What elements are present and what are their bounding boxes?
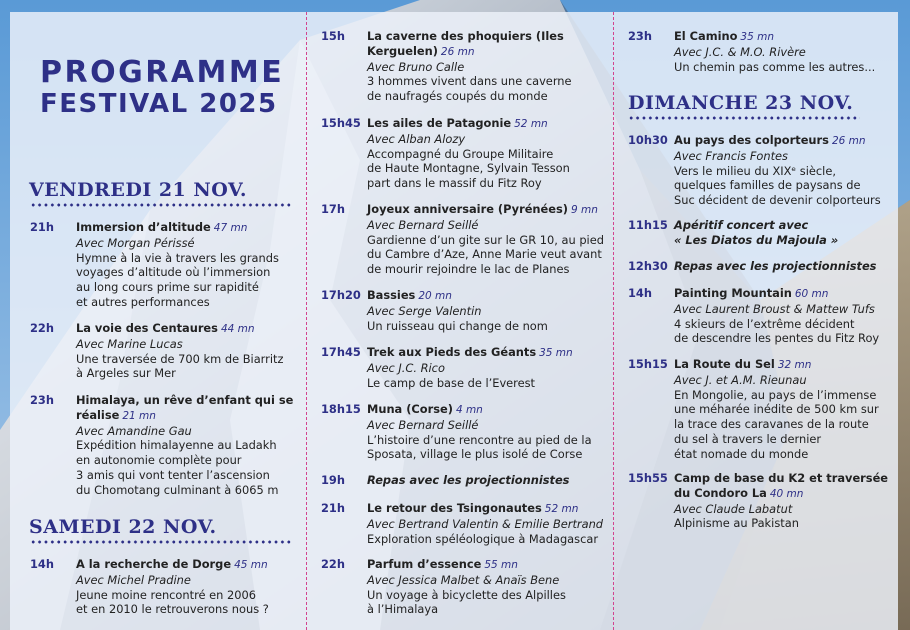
event-title: La voie des Centaures bbox=[76, 321, 218, 335]
event-title: Apéritif concert avec bbox=[674, 218, 809, 232]
event-title: Painting Mountain bbox=[674, 286, 792, 300]
dotted-rule bbox=[628, 116, 860, 120]
event-time: 19h bbox=[321, 473, 345, 487]
event-description: 4 skieurs de l’extrême décident de descendre les pentes du Fitz Roy bbox=[674, 316, 880, 346]
event-description: Un chemin pas comme les autres... bbox=[674, 59, 876, 74]
event-duration: 20 mn bbox=[418, 290, 452, 302]
dotted-rule bbox=[30, 203, 292, 207]
event-description: Une traversée de 700 km de Biarritz à Argeles sur Mer bbox=[76, 351, 284, 381]
event-description: Vers le milieu du XIXᵉ siècle, quelques familles de paysans de Suc décident de devenir colporteurs bbox=[674, 163, 881, 208]
event-title: Kerguelen) bbox=[367, 43, 438, 58]
event-duration: 52 mn bbox=[544, 503, 579, 515]
event-description: Un voyage à bicyclette des Alpilles à l’Himalaya bbox=[367, 587, 566, 617]
event-presenter: Avec Amandine Gau bbox=[76, 423, 192, 438]
event-duration: 4 mn bbox=[455, 404, 483, 416]
event-presenter: Avec J.C. Rico bbox=[367, 360, 445, 375]
event-presenter: Avec Bernard Seillé bbox=[367, 217, 479, 232]
event-description: Le camp de base de l’Everest bbox=[367, 375, 536, 390]
day-heading-saturday: SAMEDI 22 NOV. bbox=[29, 516, 217, 538]
event-time: 22h bbox=[30, 321, 54, 335]
event-title: Camp de base du K2 et traversée bbox=[674, 471, 889, 485]
event-presenter: Avec Alban Alozy bbox=[367, 131, 466, 146]
event-title: Bassies bbox=[367, 288, 416, 302]
event-title: Repas avec les projectionnistes bbox=[367, 473, 570, 487]
event-title: A la recherche de Dorge bbox=[76, 557, 232, 571]
event-title: Himalaya, un rêve d’enfant qui se bbox=[76, 393, 294, 407]
title-line-2: FESTIVAL 2025 bbox=[40, 89, 278, 119]
event-duration: 35 mn bbox=[539, 347, 573, 359]
event-time: 11h15 bbox=[628, 218, 668, 232]
event-presenter: Avec Claude Labatut bbox=[674, 501, 793, 516]
event-duration: 52 mn bbox=[514, 118, 548, 130]
festival-title bbox=[40, 55, 285, 119]
event-description: Un ruisseau qui change de nom bbox=[367, 318, 548, 333]
event-time: 18h15 bbox=[321, 402, 361, 416]
event-title: Repas avec les projectionnistes bbox=[674, 259, 877, 273]
event-presenter: Avec Morgan Périssé bbox=[76, 235, 195, 250]
event-presenter: Avec Bruno Calle bbox=[367, 59, 465, 74]
event-duration: 9 mn bbox=[570, 204, 598, 216]
event-description: 3 hommes vivent dans une caverne de naufragés coupés du monde bbox=[367, 74, 572, 104]
event-description: Exploration spéléologique à Madagascar bbox=[367, 531, 599, 546]
event-duration: 32 mn bbox=[777, 359, 812, 371]
event-description: En Mongolie, au pays de l’immense une méharée inédite de 500 km sur la trace des caravanes de la route du sel à travers le dernier état nomade du monde bbox=[674, 387, 879, 461]
event-time: 22h bbox=[321, 557, 345, 571]
dotted-rule bbox=[30, 540, 292, 544]
event-presenter: Avec Laurent Broust & Mattew Tufs bbox=[674, 301, 875, 316]
day-heading-friday: VENDREDI 21 NOV. bbox=[29, 179, 247, 201]
event-description: Alpinisme au Pakistan bbox=[674, 516, 799, 531]
event-time: 23h bbox=[628, 29, 652, 43]
event-time: 15h55 bbox=[628, 471, 668, 485]
event-time: 17h45 bbox=[321, 345, 361, 359]
event-presenter: Avec Francis Fontes bbox=[674, 148, 788, 163]
event-description: Expédition himalayenne au Ladakh en autonomie complète pour 3 amis qui vont tenter l’ascension du Chomotang culminant à 6065 m bbox=[76, 438, 279, 497]
event-presenter: Avec J. et A.M. Rieunau bbox=[674, 372, 807, 387]
event-title: Trek aux Pieds des Géants bbox=[367, 345, 537, 359]
event-duration: 55 mn bbox=[484, 559, 518, 571]
event-time: 14h bbox=[628, 286, 652, 300]
event-duration: 60 mn bbox=[794, 288, 829, 300]
event-description: Hymne à la vie à travers les grands voyages d’altitude où l’immersion au long cours prime sur rapidité et autres performances bbox=[76, 250, 279, 309]
event-title: réalise bbox=[76, 407, 120, 422]
event-duration: 26 mn bbox=[440, 45, 475, 58]
event-duration: 21 mn bbox=[122, 409, 156, 422]
event-title: Le retour des Tsingonautes bbox=[367, 501, 542, 515]
event-description: Accompagné du Groupe Militaire de Haute Montagne, Sylvain Tesson part dans le massif du Fitz Roy bbox=[367, 146, 570, 191]
event-title: La caverne des phoquiers (Iles bbox=[367, 29, 564, 43]
event-time: 17h20 bbox=[321, 288, 361, 302]
event-description: Jeune moine rencontré en 2006 et en 2010 le retrouverons nous ? bbox=[76, 587, 269, 617]
event-time: 21h bbox=[321, 501, 345, 515]
event-time: 15h bbox=[321, 29, 345, 43]
title-line-1: PROGRAMME bbox=[40, 55, 285, 90]
event-time: 15h45 bbox=[321, 116, 361, 130]
event-presenter: Avec Bernard Seillé bbox=[367, 417, 479, 432]
event-title: Immersion d’altitude bbox=[76, 220, 211, 234]
event-title: Parfum d’essence bbox=[367, 557, 482, 571]
event-title: Au pays des colporteurs bbox=[674, 133, 829, 147]
event-duration: 26 mn bbox=[831, 135, 866, 147]
event-time: 15h15 bbox=[628, 357, 668, 371]
column-divider bbox=[306, 12, 307, 630]
event-duration: 44 mn bbox=[220, 323, 255, 335]
event-time: 10h30 bbox=[628, 133, 668, 147]
event-title: El Camino bbox=[674, 29, 738, 43]
event-presenter: Avec Jessica Malbet & Anaïs Bene bbox=[367, 572, 560, 587]
event-time: 17h bbox=[321, 202, 345, 216]
event-presenter: Avec J.C. & M.O. Rivère bbox=[674, 44, 806, 59]
event-description: Gardienne d’un gite sur le GR 10, au pied du Cambre d’Aze, Anne Marie veut avant de mourir rejoindre le lac de Planes bbox=[367, 232, 604, 277]
event-title: Joyeux anniversaire (Pyrénées) bbox=[367, 202, 568, 216]
event-title: du Condoro La bbox=[674, 485, 767, 500]
event-duration: 35 mn bbox=[740, 31, 774, 43]
day-heading-sunday: DIMANCHE 23 NOV. bbox=[628, 92, 854, 114]
event-presenter: Avec Bertrand Valentin & Emilie Bertrand bbox=[367, 516, 604, 531]
event-duration: 40 mn bbox=[769, 487, 804, 500]
event-title: Les ailes de Patagonie bbox=[367, 116, 512, 130]
column-divider bbox=[613, 12, 614, 630]
event-presenter: Avec Michel Pradine bbox=[76, 572, 191, 587]
event-time: 21h bbox=[30, 220, 54, 234]
event-time: 14h bbox=[30, 557, 54, 571]
event-duration: 45 mn bbox=[234, 559, 268, 571]
event-presenter: Avec Serge Valentin bbox=[367, 303, 482, 318]
event-time: 12h30 bbox=[628, 259, 668, 273]
event-title: « Les Diatos du Majoula » bbox=[674, 232, 839, 247]
event-time: 23h bbox=[30, 393, 54, 407]
event-title: Muna (Corse) bbox=[367, 402, 453, 416]
event-title: La Route du Sel bbox=[674, 357, 775, 371]
event-duration: 47 mn bbox=[213, 222, 248, 234]
event-presenter: Avec Marine Lucas bbox=[76, 336, 183, 351]
event-description: L’histoire d’une rencontre au pied de la Sposata, village le plus isolé de Corse bbox=[367, 432, 592, 462]
